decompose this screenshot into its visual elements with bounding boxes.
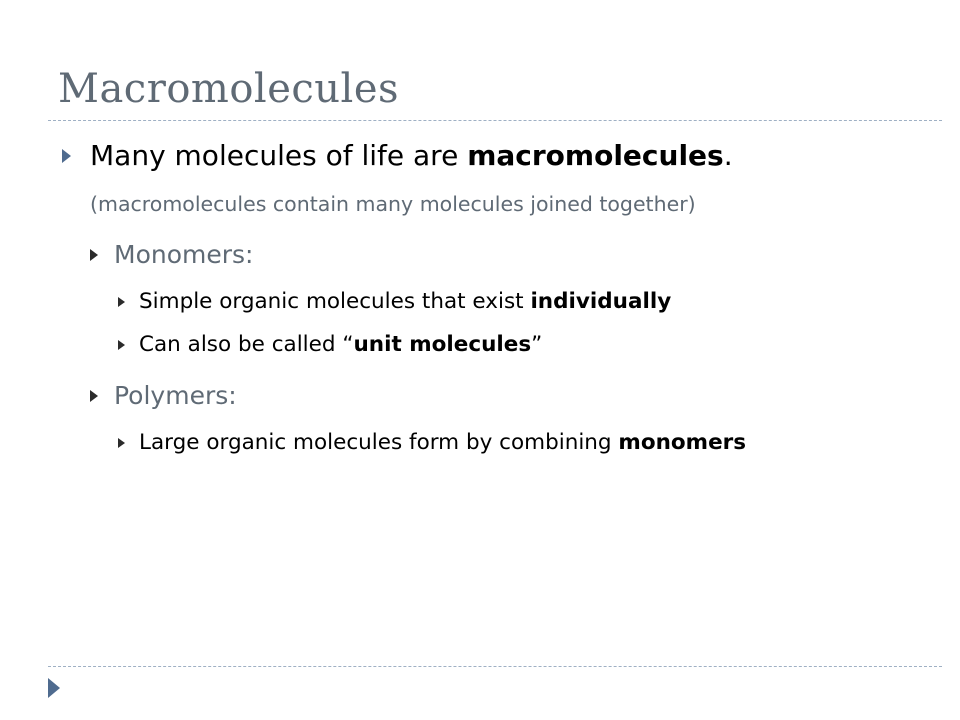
bold-term: unit molecules — [353, 332, 532, 357]
bullet-heading: Polymers: — [114, 381, 237, 410]
bullet-arrow-icon — [62, 149, 71, 163]
bold-term: individually — [530, 289, 672, 314]
bullet-monomers — [90, 240, 253, 269]
definition-note: (macromolecules contain many molecules joined together) — [90, 192, 696, 216]
bullet-polymers-item — [118, 430, 746, 455]
bullet-arrow-icon — [90, 390, 98, 402]
bullet-arrow-icon — [118, 340, 125, 350]
bullet-arrow-icon — [118, 297, 125, 307]
title-divider — [48, 120, 942, 121]
bullet-arrow-icon — [118, 438, 125, 448]
bullet-monomers-item — [118, 332, 542, 357]
bullet-text: Can also be called “unit molecules” — [139, 332, 543, 357]
bold-term: monomers — [618, 430, 747, 455]
bullet-text: Large organic molecules form by combining monomers — [139, 430, 747, 455]
bold-term: macromolecules — [467, 139, 724, 172]
bullet-monomers-item — [118, 289, 671, 314]
bullet-macromolecules — [62, 139, 733, 172]
bullet-polymers — [90, 381, 237, 410]
bullet-text: Many molecules of life are macromolecules. — [90, 139, 733, 172]
footer-divider — [48, 666, 942, 667]
bullet-text: Simple organic molecules that exist individually — [139, 289, 672, 314]
bullet-arrow-icon — [90, 249, 98, 261]
bullet-heading: Monomers: — [114, 240, 254, 269]
slide-title: Macromolecules — [58, 66, 400, 112]
footer-triangle-icon — [48, 678, 60, 698]
